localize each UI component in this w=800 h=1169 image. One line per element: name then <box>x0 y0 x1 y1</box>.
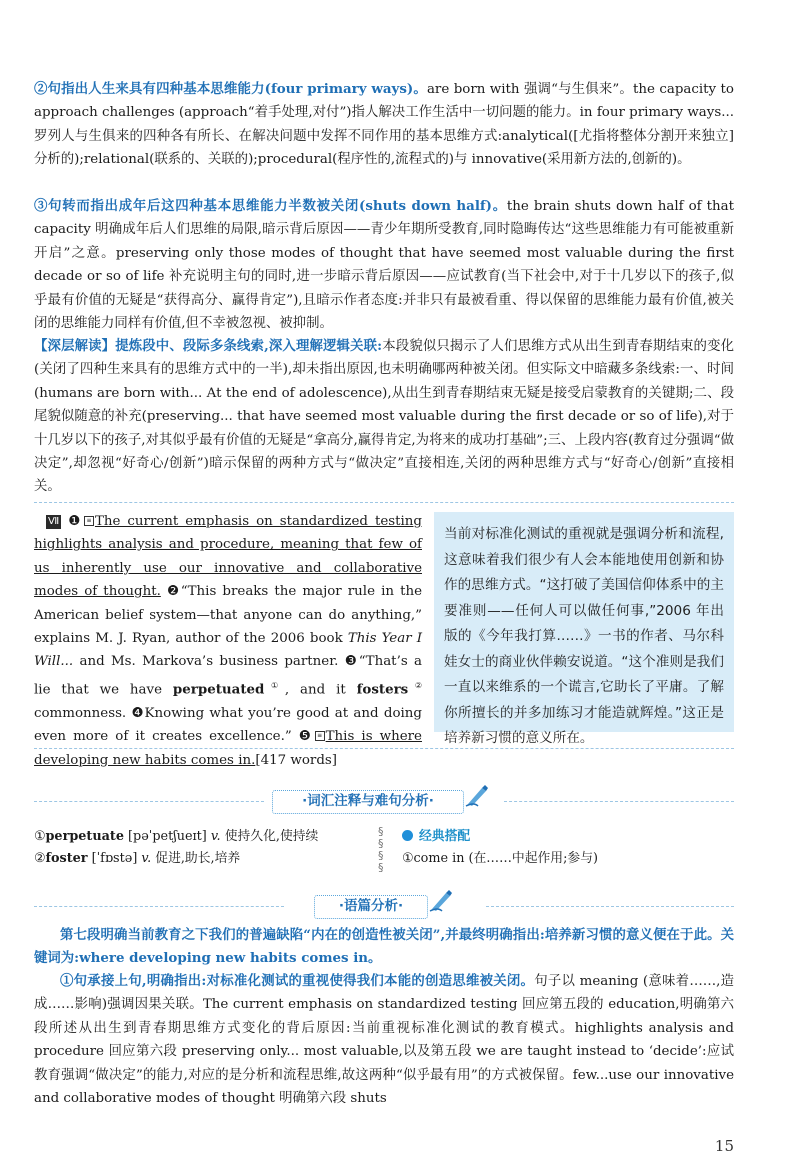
phonetic: [pəˈpetʃueɪt] <box>128 829 207 844</box>
sentence-2b: and Ms. Markova’s business partner. <box>73 654 339 670</box>
footnote-2: ② <box>408 680 423 690</box>
analysis-paragraph-2 <box>34 78 734 172</box>
vocab-word: perpetuate <box>45 829 124 844</box>
sentence-marker-5: ❺ <box>298 729 314 745</box>
sentence-3c: commonness. <box>34 705 127 721</box>
paragraph-lead: ③句转而指出成年后这四种基本思维能力半数被关闭(shuts down half)。 <box>34 198 507 214</box>
discourse-summary: 第七段明确当前教育之下我们的普遍缺陷“内在的创造性被关闭”,并最终明确指出:培养新习惯的意义便在于此。关键词为:where developing new habits comes in。 <box>34 927 734 967</box>
header-rule-right <box>504 801 734 802</box>
sentence-4: Knowing what you’re good at and doing even more of it creates excellence.” <box>34 705 422 745</box>
book-title: This Year I Will... <box>34 631 423 670</box>
vocab-item: ①perpetuate [pəˈpetʃueɪt] v. 使持久化,使持续 <box>34 829 319 844</box>
sentence-marker-3: ❸ <box>344 654 359 670</box>
pen-icon <box>428 887 454 913</box>
difficult-sentence-icon: ≡ <box>315 731 325 741</box>
footnote-1: ① <box>264 680 285 690</box>
vocab-word: foster <box>45 851 88 866</box>
vocab-item: ②foster [ˈfɒstə] v. 促进,助长,培养 <box>34 851 241 866</box>
wavy-separator: § § § § <box>378 825 384 874</box>
paragraph-lead: ①句承接上句,明确指出:对标准化测试的重视使得我们本能的创造思维被关闭。 <box>60 973 535 989</box>
paragraph-body: the brain shuts down half of that capacity 明确成年后人们思维的局限,暗示背后原因——青少年期所受教育,同时隐晦传达“这些思维能力有可能被重新开启”之意。preserving only those modes of thought that have seemed most valuable during the first decade or so of life 补充说明主句的同时,进一步暗示背后原因——应试教育(当下社会中,对于十几岁以下的孩子,似乎最有价值的无疑是“获得高分、赢得肯定”),且暗示作者态度:并非只有最被看重、得以保留的思维能力最有价值,被关闭的思维能力同样有价值,但不幸被忽视、被抑制。 <box>34 199 734 332</box>
deep-reading-lead: 【深层解读】提炼段中、段际多条线索,深入理解逻辑关联: <box>34 338 383 354</box>
part-of-speech: v. <box>210 829 221 844</box>
collocation-block <box>402 826 732 870</box>
header-rule-right <box>486 906 734 907</box>
sentence-2a: “This breaks the major rule in the American belief system—that anyone can do anything,” explains M. J. Ryan, author of the 2006 book <box>34 584 422 647</box>
discourse-section-title: ·语篇分析· <box>314 895 428 919</box>
word-count: [417 words] <box>255 752 337 768</box>
paragraph-body: 句子以 meaning (意味着……,造成……影响)强调因果关联。The current emphasis on standardized testing 回应第五段的 education,明确第六段所述从出生到青春期思维方式变化的背后原因:当前重视标准化测试的教育模式。highlights analysis and procedure 回应第六段 preserving only... most valuable,以及第五段 we are taught instead to ‘decide’:应试教育强调“做决定”的能力,对应的是分析和流程思维,故这两种“似乎最有用”的方式被保留。few...use our innovative and collaborative modes of thought 明确第六段 shuts <box>34 974 735 1107</box>
deep-reading-paragraph <box>34 335 734 499</box>
vocab-word-perpetuated: perpetuated <box>172 681 265 698</box>
sentence-1: The current emphasis on standardized testing highlights analysis and procedure, meaning that few of us inherently use our innovative and collaborative modes of thought. <box>34 514 422 600</box>
section-divider <box>34 502 734 503</box>
vocab-word-fosters: fosters <box>356 681 409 698</box>
header-rule-left <box>34 801 264 802</box>
phonetic: [ˈfɒstə] <box>91 851 138 866</box>
vocab-section-title: ·词汇注释与难句分析· <box>272 790 464 814</box>
sentence-marker-2: ❷ <box>166 584 181 600</box>
paragraph-body: are born with 强调“与生俱来”。the capacity to approach challenges (approach“着手处理,对付”)指人解决工作生活中一切问题的能力。in four primary ways...罗列人与生俱来的四种各有所长、在解决问题中发挥不同作用的基本思维方式:analytical([尤指将整体分割开来独立]分析的);relational(联系的、关联的);procedural(程序性的,流程式的)与 innovative(采用新方法的,创新的)。 <box>34 82 734 168</box>
vocab-list <box>34 826 374 870</box>
reading-passage <box>34 510 422 772</box>
sentence-3a: “That’s a lie that we have <box>34 654 422 698</box>
definition: 使持久化,使持续 <box>224 829 319 844</box>
deep-reading-body: 本段貌似只揭示了人们思维方式从出生到青春期结束的变化(关闭了四种生来具有的思维方式中的一半),却未指出原因,也未明确哪两种被关闭。但实际文中暗藏多条线索:一、时间(humans are born with... At the end of adolescence),从出生到青春期结束无疑是接受启蒙教育的关键期;二、段尾貌似随意的补充(preserving... that have seemed most valuable during the first decade or so of life),对于十几岁以下的孩子,对其似乎最有价值的无疑是“拿高分,赢得肯定,为将来的成功打基础”;三、上段内容(教育过分强调“做决定”,却忽视“好奇心/创新”)暗示保留的两种方式与“做决定”直接相连,关闭的两种思维方式与“好奇心/创新”直接相关。 <box>34 339 734 495</box>
sentence-marker-4: ❹ <box>131 705 145 721</box>
pen-icon <box>464 782 490 808</box>
part-of-speech: v. <box>141 851 152 866</box>
paragraph-lead: ②句指出人生来具有四种基本思维能力(four primary ways)。 <box>34 81 427 97</box>
paragraph-number: Ⅶ <box>48 516 60 527</box>
header-rule-left <box>34 906 284 907</box>
collocation-item: ①come in (在……中起作用;参与) <box>402 851 598 866</box>
collocation-title: 经典搭配 <box>419 829 471 844</box>
page-number: 15 <box>714 1137 734 1155</box>
bullet-icon <box>402 830 413 841</box>
difficult-sentence-icon: ≡ <box>84 516 94 526</box>
definition: 促进,助长,培养 <box>155 851 241 866</box>
analysis-paragraph-7-1 <box>34 970 734 1110</box>
translation-box: 当前对标准化测试的重视就是强调分析和流程,这意味着我们很少有人会本能地使用创新和协作的思维方式。“这打破了美国信仰体系中的主要准则——任何人可以做任何事,”2006 年出版的《今年我打算……》一书的作者、马尔科娃女士的商业伙伴赖安说道。“这个准则是我们一直以来维系的一个谎言,它助长了平庸。了解你所擅长的并多加练习才能造就辉煌。”这正是培养新习惯的意义所在。 <box>434 512 734 732</box>
sentence-5: This is where developing new habits comes in. <box>34 729 422 768</box>
section-divider <box>34 748 734 749</box>
sentence-3b: , and it <box>284 682 357 698</box>
sentence-marker-1: ❶ <box>68 514 83 529</box>
analysis-paragraph-3 <box>34 195 734 335</box>
